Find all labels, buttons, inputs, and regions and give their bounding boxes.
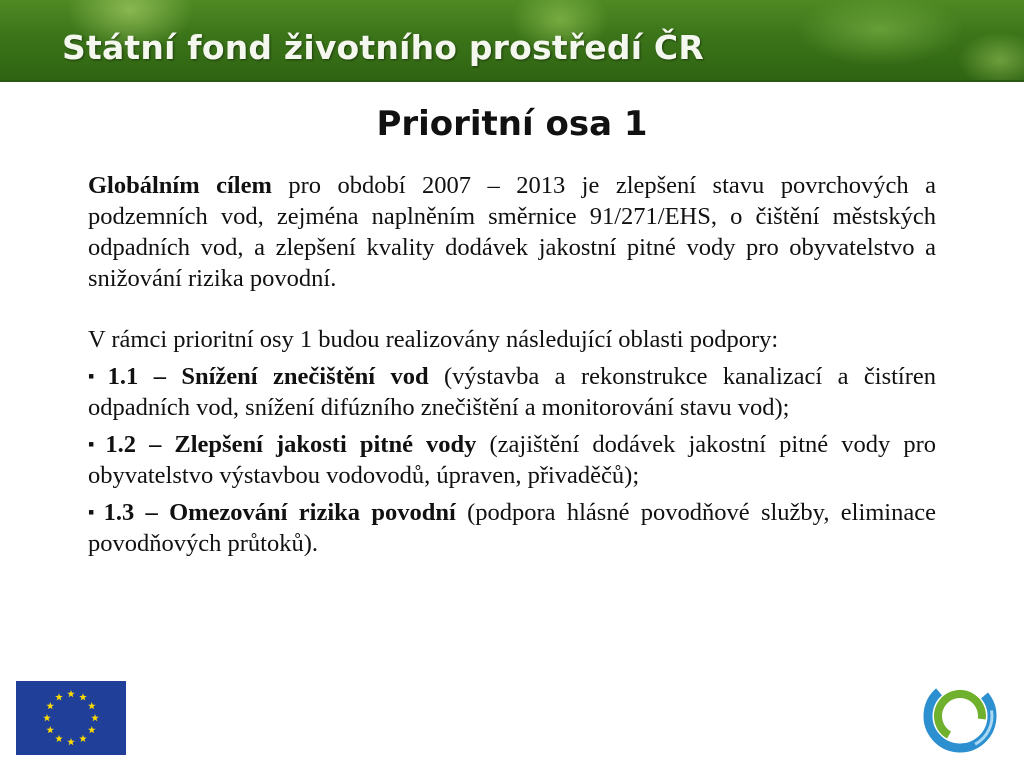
slide-title: Prioritní osa 1 — [376, 104, 648, 144]
eu-flag-logo — [16, 681, 126, 755]
list-item — [88, 497, 936, 559]
intro-bold: Globálním cílem — [88, 172, 272, 199]
list-item — [88, 429, 936, 491]
bullet-heading: 1.3 – Omezování rizika povodní — [103, 499, 456, 526]
bullet-text: (výstavba a rekonstrukce kanalizací a čistíren odpadních vod, snížení difúzního znečištění a monitorování stavu vod); — [88, 363, 936, 421]
bullet-icon: ▪ — [88, 434, 102, 454]
sfzp-logo — [920, 676, 1000, 756]
bullet-text: (zajištění dodávek jakostní pitné vody pro obyvatelstvo výstavbou vodovodů, úpraven, přivaděčů); — [88, 431, 936, 489]
lead-paragraph: V rámci prioritní osy 1 budou realizovány následující oblasti podpory: — [88, 326, 779, 353]
bullet-text: (podpora hlásné povodňové služby, eliminace povodňových průtoků). — [88, 499, 936, 557]
intro-text: pro období 2007 – 2013 je zlepšení stavu povrchových a podzemních vod, zejména naplněním směrnice 91/271/EHS, o čištění městských odpadních vod, a zlepšení kvality dodávek jakostní pitné vody pro obyvatelstvo a snižování rizika povodní. — [88, 172, 936, 292]
bullet-heading: 1.2 – Zlepšení jakosti pitné vody — [105, 431, 477, 458]
list-item — [88, 361, 936, 423]
intro-paragraph — [88, 170, 936, 294]
logo-outer-ring — [920, 676, 1000, 756]
header-banner — [0, 0, 1024, 82]
bullet-heading: 1.1 – Snížení znečištění vod — [107, 363, 429, 390]
banner-title: Státní fond životního prostředí ČR — [62, 28, 704, 67]
slide-body — [88, 170, 936, 565]
bullet-icon: ▪ — [88, 366, 104, 386]
bullet-icon: ▪ — [88, 502, 100, 522]
